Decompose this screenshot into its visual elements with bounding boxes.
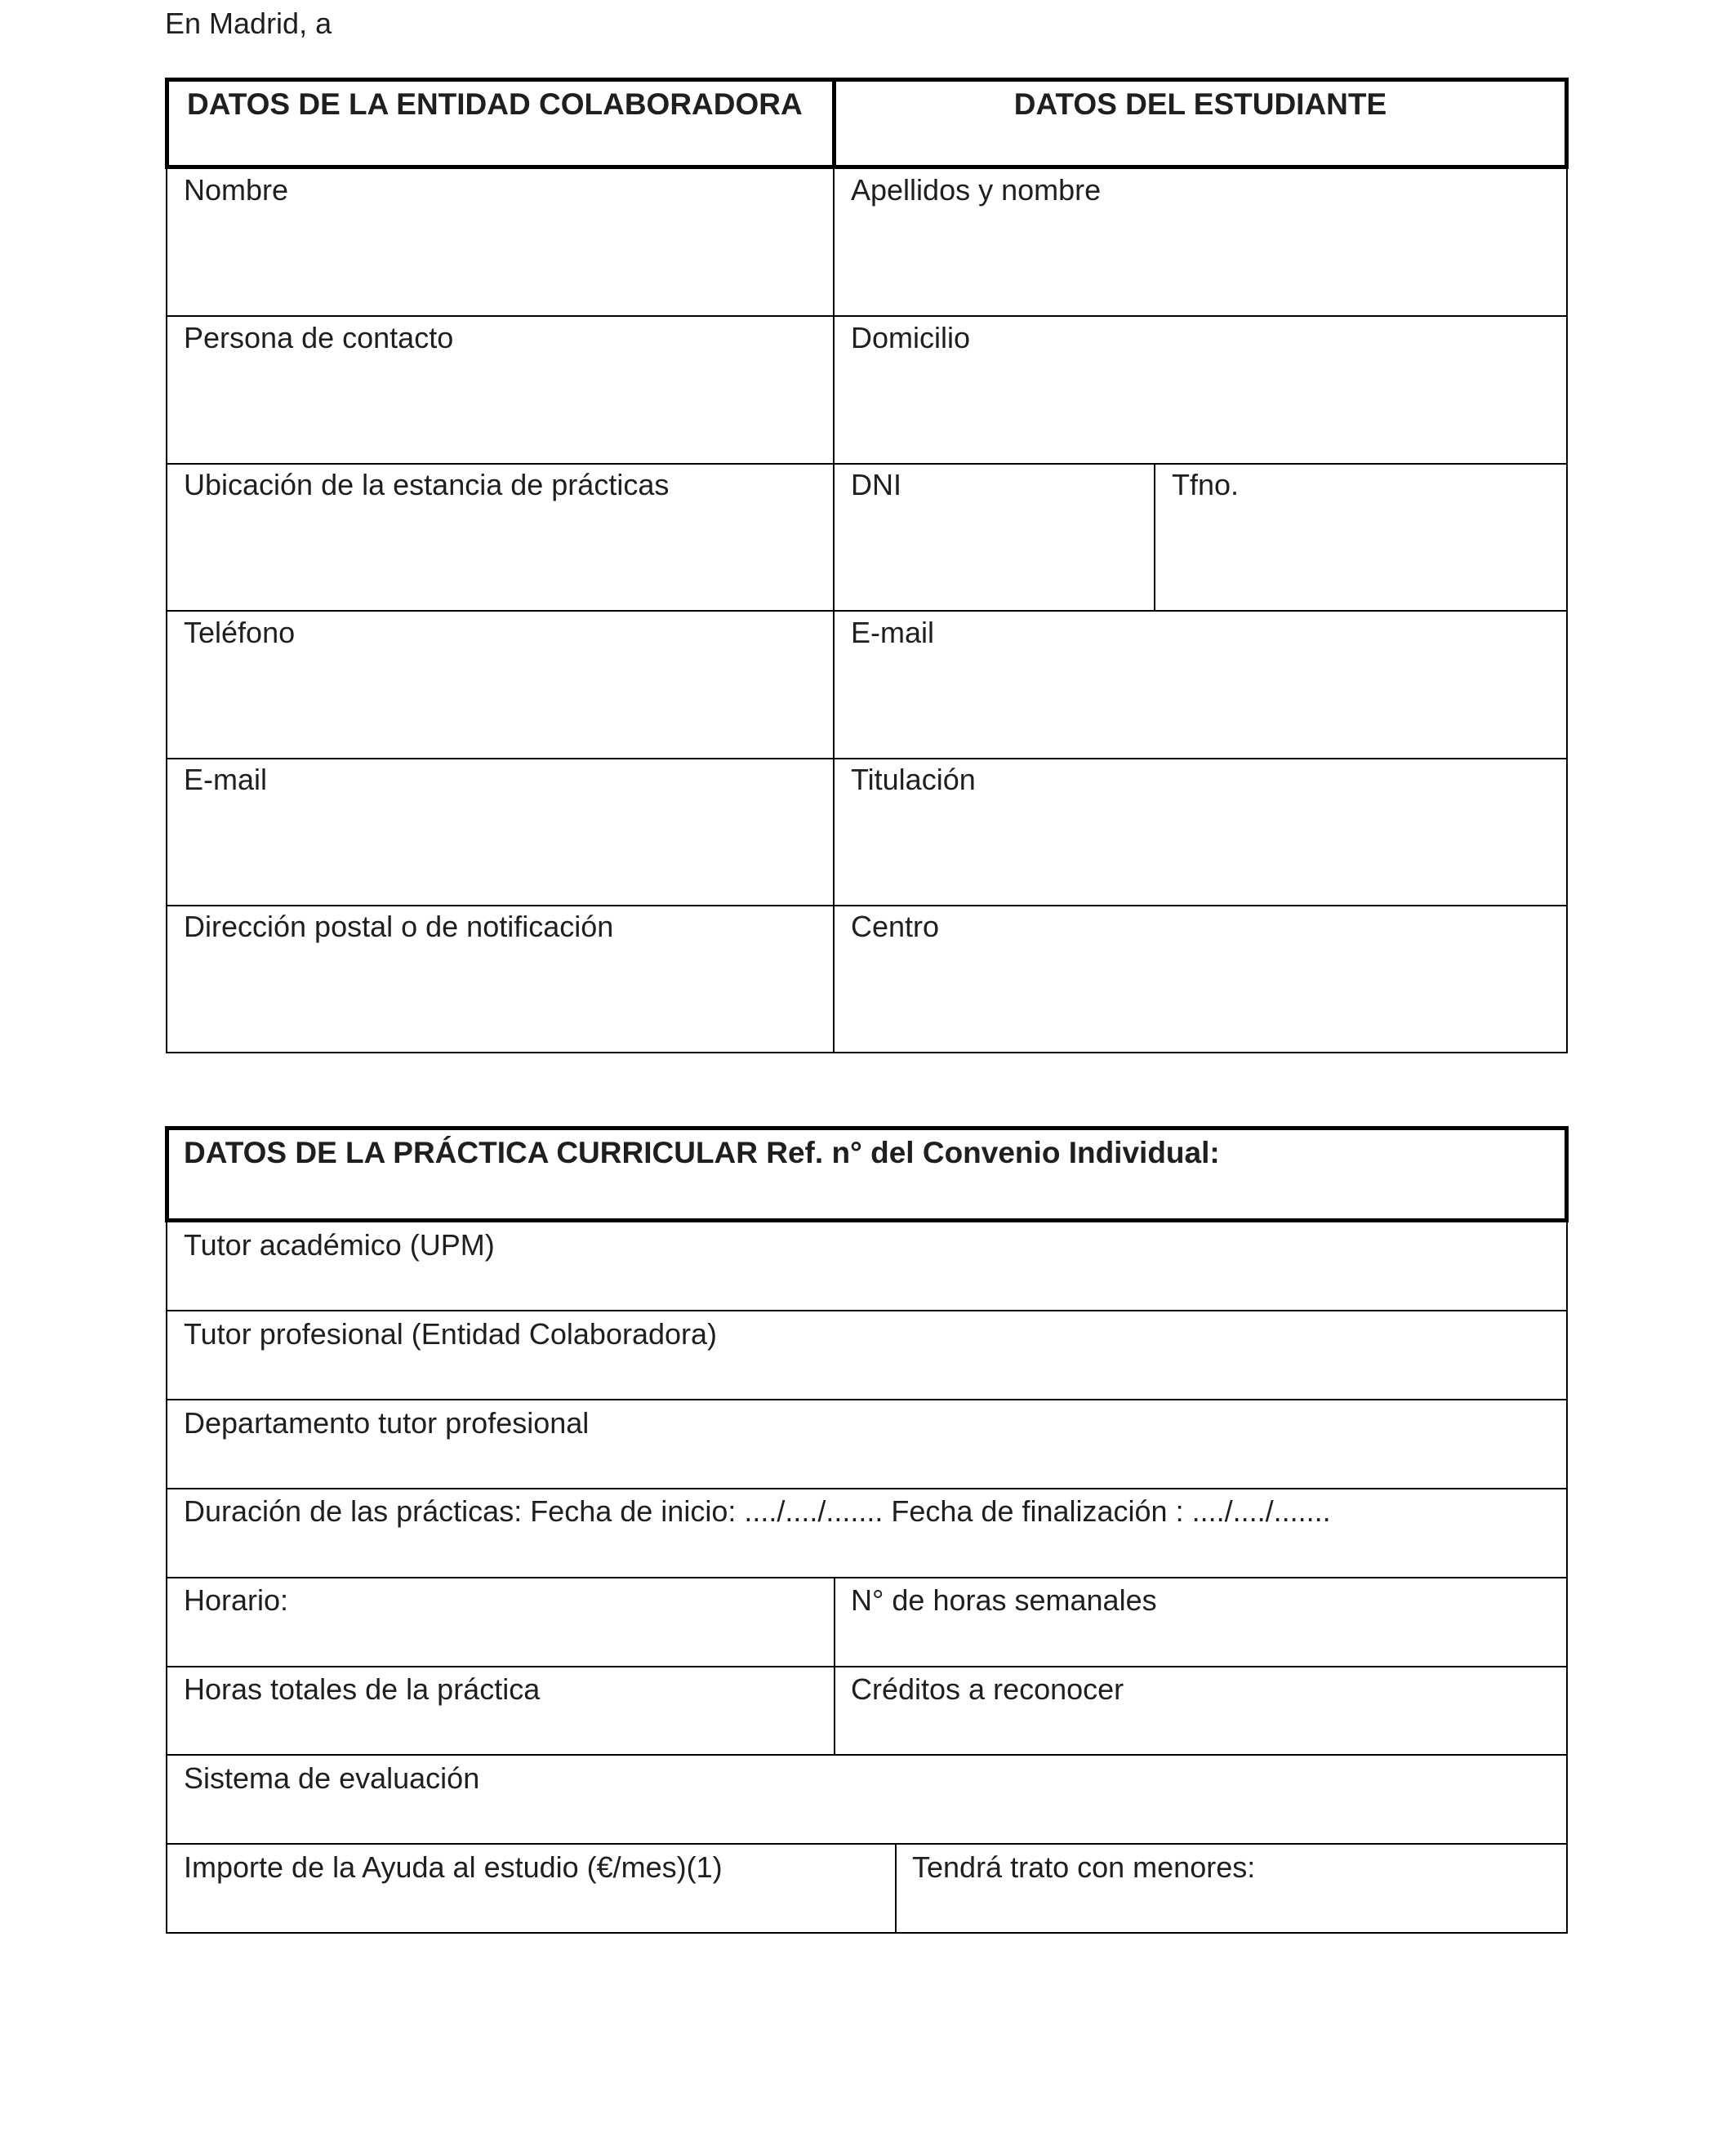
- table1-border: [1154, 463, 1155, 611]
- entity-email-label: E-mail: [184, 763, 268, 796]
- evaluation-system-label: Sistema de evaluación: [184, 1761, 480, 1795]
- table2-border: [165, 1126, 169, 1222]
- table1-border: [166, 463, 1568, 465]
- entity-phone-label: Teléfono: [184, 616, 296, 649]
- student-email-label: E-mail: [851, 616, 935, 649]
- table1-border: [165, 78, 1569, 82]
- minors-contact-label: Tendrá trato con menores:: [912, 1850, 1256, 1884]
- table1-border: [166, 610, 1568, 612]
- internship-dates-label: Duración de las prácticas: Fecha de inicio: ..../..../....... Fecha de finalización : ..../..../.......: [184, 1494, 1331, 1528]
- place-date-line: En Madrid, a: [165, 7, 332, 40]
- table1-border: [165, 165, 1569, 169]
- weekly-hours-label: N° de horas semanales: [851, 1583, 1157, 1617]
- contact-person-label: Persona de contacto: [184, 321, 454, 354]
- table2-border: [895, 1843, 897, 1934]
- table2-border: [165, 1126, 1569, 1130]
- school-label: Centro: [851, 910, 940, 943]
- table1-border: [1565, 78, 1569, 169]
- schedule-label: Horario:: [184, 1583, 289, 1617]
- internship-location-label: Ubicación de la estancia de prácticas: [184, 468, 670, 501]
- entity-name-label: Nombre: [184, 173, 289, 207]
- table2-border: [166, 1843, 1568, 1845]
- student-fullname-label: Apellidos y nombre: [851, 173, 1102, 207]
- academic-tutor-label: Tutor académico (UPM): [184, 1228, 495, 1262]
- table1-border: [166, 315, 1568, 317]
- total-hours-label: Horas totales de la práctica: [184, 1672, 541, 1706]
- credits-label: Créditos a reconocer: [851, 1672, 1124, 1706]
- professional-tutor-label: Tutor profesional (Entidad Colaboradora): [184, 1317, 718, 1351]
- table2-border: [166, 1310, 1568, 1311]
- table1-border: [165, 78, 169, 169]
- stipend-amount-label: Importe de la Ayuda al estudio (€/mes)(1): [184, 1850, 723, 1884]
- table1-border: [166, 905, 1568, 906]
- table2-border: [1565, 1126, 1569, 1222]
- table2-border: [166, 1577, 1568, 1578]
- table2-border: [166, 1932, 1568, 1934]
- student-address-label: Domicilio: [851, 321, 971, 354]
- student-dni-label: DNI: [851, 468, 901, 501]
- table1-border: [166, 1052, 1568, 1053]
- table2-border: [166, 1399, 1568, 1400]
- degree-label: Titulación: [851, 763, 976, 796]
- internship-section-header: DATOS DE LA PRÁCTICA CURRICULAR Ref. n° del Convenio Individual:: [184, 1136, 1220, 1169]
- table2-border: [165, 1218, 1569, 1222]
- table2-border: [166, 1754, 1568, 1756]
- postal-address-label: Dirección postal o de notificación: [184, 910, 614, 943]
- table2-border: [166, 1488, 1568, 1489]
- student-phone-label: Tfno.: [1172, 468, 1240, 501]
- table1-border: [166, 758, 1568, 759]
- entity-section-header: DATOS DE LA ENTIDAD COLABORADORA: [187, 87, 803, 121]
- student-section-header: DATOS DEL ESTUDIANTE: [1013, 87, 1387, 121]
- table2-border: [166, 1666, 1568, 1667]
- tutor-department-label: Departamento tutor profesional: [184, 1406, 590, 1440]
